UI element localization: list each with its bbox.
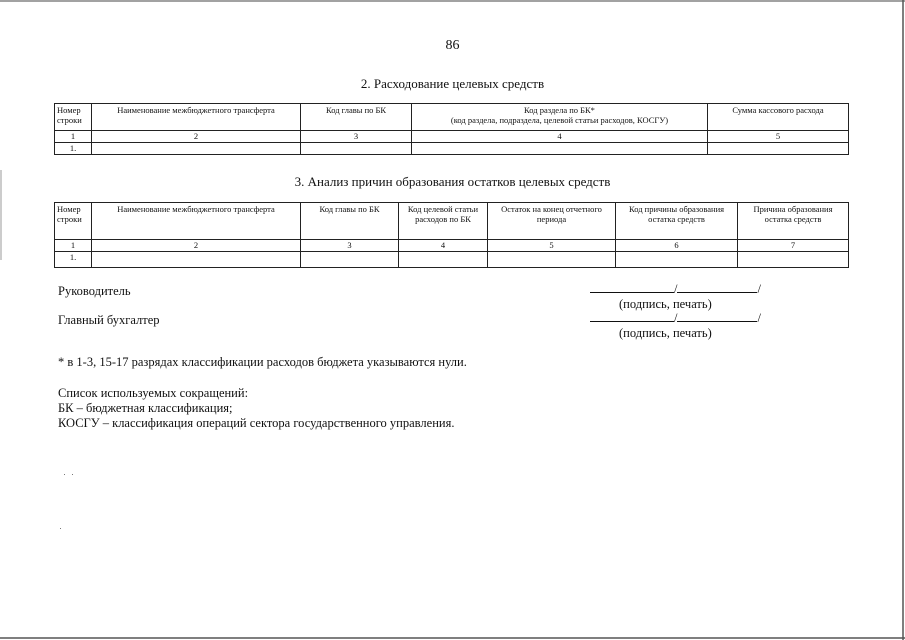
signature-separator: / [674,311,678,325]
table-cell: 1. [55,252,92,268]
column-number: 1 [55,240,92,252]
section-2-title: 2. Расходование целевых средств [360,76,545,91]
column-number: 5 [708,131,849,143]
signature-blank [590,282,674,293]
table-cell [92,143,301,155]
footnote: * в 1-3, 15-17 разрядах классификации расходов бюджета указываются нули. [58,355,467,369]
abbreviation-item: КОСГУ – классификация операций сектора государственного управления. [58,416,455,430]
accountant-signature-line [590,311,761,326]
table-cell [301,252,399,268]
table-cell [488,252,616,268]
table-cell [616,252,738,268]
head-label: Руководитель [58,284,131,298]
scan-speck [64,474,65,475]
table-row [55,252,849,268]
column-number: 4 [399,240,488,252]
head-signature-caption: (подпись, печать) [619,297,712,311]
header-chapter-code: Код главы по БК [301,104,412,131]
column-number: 2 [92,131,301,143]
table-header-row [55,104,849,131]
name-blank [677,311,757,322]
header-reason: Причина образования остатка средств [738,203,849,240]
column-number: 3 [301,131,412,143]
chief-accountant-label: Главный бухгалтер [58,313,160,327]
table-row [55,143,849,155]
signature-separator: / [674,282,678,296]
header-period-end-balance: Остаток на конец отчетного периода [488,203,616,240]
column-number: 6 [616,240,738,252]
header-section-code [412,104,708,131]
table-header-row [55,203,849,240]
scan-speck [60,528,61,529]
accountant-signature-caption: (подпись, печать) [619,326,712,340]
page-number: 86 [445,38,460,53]
table-cell [301,143,412,155]
table-cell [738,252,849,268]
column-number: 2 [92,240,301,252]
header-chapter-code: Код главы по БК [301,203,399,240]
header-transfer-name: Наименование межбюджетного трансферта [92,104,301,131]
spending-table [54,103,849,155]
header-row-number: Номер строки [55,203,92,240]
name-blank [677,282,757,293]
head-signature-line [590,282,761,297]
signature-blank [590,311,674,322]
signature-separator: / [757,282,761,296]
header-target-article-code: Код целевой статьи расходов по БК [399,203,488,240]
column-number: 5 [488,240,616,252]
table-cell: 1. [55,143,92,155]
abbreviations-heading: Список используемых сокращений: [58,386,249,400]
header-transfer-name: Наименование межбюджетного трансферта [92,203,301,240]
header-section-code-title: Код раздела по БК* [524,105,595,115]
header-reason-code: Код причины образования остатка средств [616,203,738,240]
column-number: 4 [412,131,708,143]
abbreviation-item: БК – бюджетная классификация; [58,401,233,415]
column-number: 7 [738,240,849,252]
table-cell [399,252,488,268]
column-number: 3 [301,240,399,252]
column-number-row [55,240,849,252]
section-3-title: 3. Анализ причин образования остатков целевых средств [294,174,611,189]
table-cell [92,252,301,268]
table-cell [708,143,849,155]
column-number: 1 [55,131,92,143]
balance-analysis-table [54,202,849,268]
header-row-number: Номер строки [55,104,92,131]
signature-separator: / [757,311,761,325]
header-section-code-detail: (код раздела, подраздела, целевой статьи расходов, КОСГУ) [450,115,669,125]
scan-speck [72,474,73,475]
header-cash-expense: Сумма кассового расхода [708,104,849,131]
table-cell [412,143,708,155]
column-number-row [55,131,849,143]
